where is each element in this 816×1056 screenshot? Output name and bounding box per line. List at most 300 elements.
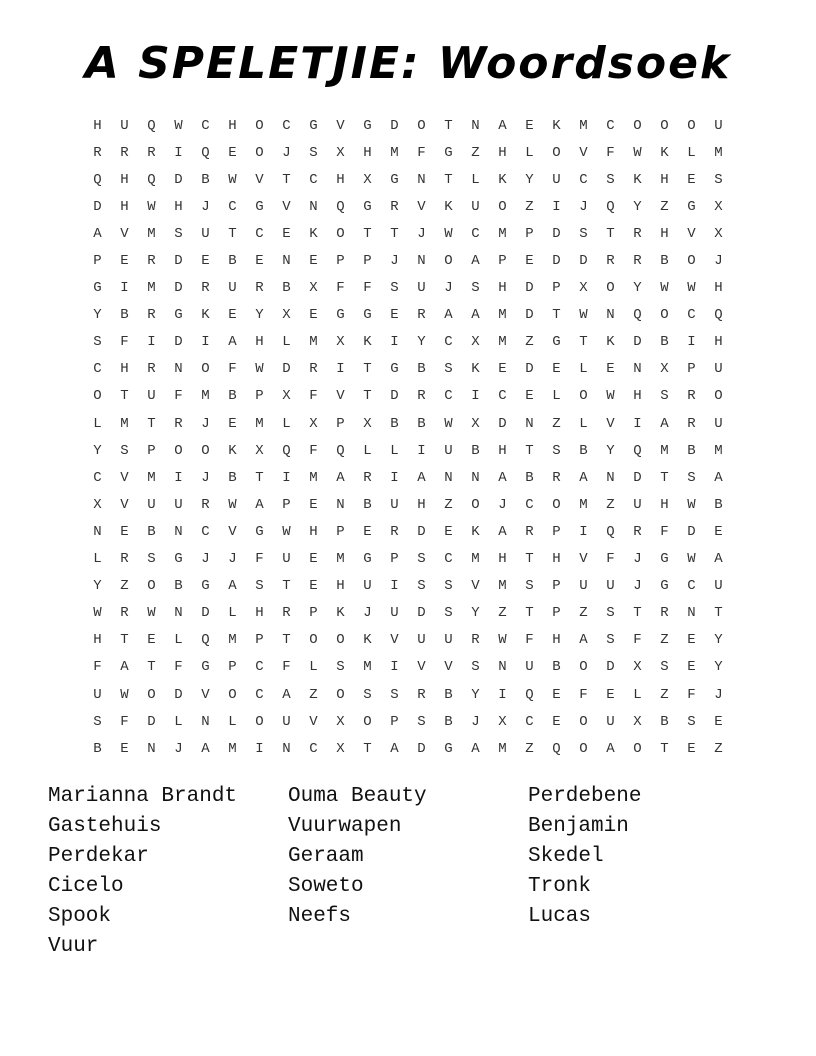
grid-letter[interactable]: M	[228, 740, 237, 757]
grid-letter[interactable]: T	[552, 307, 561, 324]
grid-letter[interactable]: P	[228, 659, 237, 676]
grid-letter[interactable]: Y	[93, 442, 102, 459]
grid-letter[interactable]: I	[390, 334, 399, 351]
grid-letter[interactable]: E	[525, 117, 534, 134]
grid-letter[interactable]: P	[363, 253, 372, 270]
grid-letter[interactable]: Y	[606, 442, 615, 459]
grid-letter[interactable]: D	[417, 740, 426, 757]
grid-letter[interactable]: U	[471, 198, 480, 215]
grid-letter[interactable]: F	[579, 686, 588, 703]
grid-letter[interactable]: N	[633, 361, 642, 378]
grid-letter[interactable]: P	[552, 578, 561, 595]
grid-letter[interactable]: K	[309, 225, 318, 242]
grid-letter[interactable]: K	[363, 632, 372, 649]
grid-letter[interactable]: A	[471, 307, 480, 324]
grid-letter[interactable]: S	[471, 280, 480, 297]
grid-letter[interactable]: F	[633, 632, 642, 649]
grid-letter[interactable]: E	[228, 144, 237, 161]
grid-letter[interactable]: F	[606, 144, 615, 161]
grid-letter[interactable]: S	[417, 551, 426, 568]
grid-letter[interactable]: I	[579, 523, 588, 540]
grid-letter[interactable]: B	[471, 442, 480, 459]
grid-letter[interactable]: M	[201, 388, 210, 405]
grid-letter[interactable]: G	[552, 334, 561, 351]
grid-letter[interactable]: R	[633, 523, 642, 540]
grid-letter[interactable]: I	[687, 334, 696, 351]
grid-letter[interactable]: E	[120, 740, 129, 757]
grid-letter[interactable]: N	[417, 171, 426, 188]
grid-letter[interactable]: T	[282, 578, 291, 595]
grid-letter[interactable]: D	[579, 253, 588, 270]
grid-letter[interactable]: B	[552, 659, 561, 676]
grid-letter[interactable]: S	[606, 605, 615, 622]
grid-letter[interactable]: P	[552, 280, 561, 297]
grid-letter[interactable]: T	[525, 605, 534, 622]
grid-letter[interactable]: U	[552, 171, 561, 188]
grid-letter[interactable]: Z	[660, 686, 669, 703]
grid-letter[interactable]: M	[498, 740, 507, 757]
grid-letter[interactable]: M	[147, 469, 156, 486]
grid-letter[interactable]: R	[525, 523, 534, 540]
grid-letter[interactable]: F	[120, 713, 129, 730]
grid-letter[interactable]: S	[525, 578, 534, 595]
grid-letter[interactable]: T	[147, 415, 156, 432]
grid-letter[interactable]: H	[498, 442, 507, 459]
grid-letter[interactable]: G	[201, 578, 210, 595]
grid-letter[interactable]: M	[498, 578, 507, 595]
grid-letter[interactable]: O	[336, 686, 345, 703]
grid-letter[interactable]: N	[336, 496, 345, 513]
grid-letter[interactable]: U	[93, 686, 102, 703]
grid-letter[interactable]: P	[255, 632, 264, 649]
grid-letter[interactable]: I	[201, 334, 210, 351]
grid-letter[interactable]: C	[255, 659, 264, 676]
grid-letter[interactable]: C	[471, 225, 480, 242]
grid-letter[interactable]: J	[714, 253, 723, 270]
grid-letter[interactable]: V	[120, 496, 129, 513]
grid-letter[interactable]: Z	[552, 415, 561, 432]
grid-letter[interactable]: E	[309, 551, 318, 568]
grid-letter[interactable]: R	[201, 280, 210, 297]
grid-letter[interactable]: H	[93, 117, 102, 134]
grid-letter[interactable]: W	[687, 551, 696, 568]
grid-letter[interactable]: L	[93, 415, 102, 432]
grid-letter[interactable]: M	[498, 307, 507, 324]
grid-letter[interactable]: D	[525, 307, 534, 324]
grid-letter[interactable]: H	[174, 198, 183, 215]
grid-letter[interactable]: T	[363, 225, 372, 242]
grid-letter[interactable]: N	[93, 523, 102, 540]
grid-letter[interactable]: D	[93, 198, 102, 215]
grid-letter[interactable]: C	[606, 117, 615, 134]
grid-letter[interactable]: L	[633, 686, 642, 703]
grid-letter[interactable]: G	[363, 198, 372, 215]
grid-letter[interactable]: E	[390, 307, 399, 324]
grid-letter[interactable]: I	[336, 361, 345, 378]
grid-letter[interactable]: P	[336, 253, 345, 270]
grid-letter[interactable]: K	[444, 198, 453, 215]
grid-letter[interactable]: S	[444, 605, 453, 622]
grid-letter[interactable]: K	[228, 442, 237, 459]
grid-letter[interactable]: G	[390, 171, 399, 188]
grid-letter[interactable]: C	[255, 225, 264, 242]
grid-letter[interactable]: T	[363, 740, 372, 757]
grid-letter[interactable]: H	[714, 334, 723, 351]
grid-letter[interactable]: V	[579, 551, 588, 568]
grid-letter[interactable]: K	[606, 334, 615, 351]
grid-letter[interactable]: E	[228, 307, 237, 324]
grid-letter[interactable]: F	[606, 551, 615, 568]
grid-letter[interactable]: H	[633, 388, 642, 405]
grid-letter[interactable]: X	[633, 659, 642, 676]
grid-letter[interactable]: C	[93, 361, 102, 378]
grid-letter[interactable]: X	[363, 171, 372, 188]
grid-letter[interactable]: O	[579, 740, 588, 757]
grid-letter[interactable]: O	[687, 117, 696, 134]
grid-letter[interactable]: E	[309, 307, 318, 324]
grid-letter[interactable]: Z	[525, 198, 534, 215]
grid-letter[interactable]: F	[336, 280, 345, 297]
grid-letter[interactable]: X	[282, 307, 291, 324]
grid-letter[interactable]: P	[336, 523, 345, 540]
grid-letter[interactable]: U	[606, 578, 615, 595]
grid-letter[interactable]: C	[201, 523, 210, 540]
grid-letter[interactable]: L	[552, 388, 561, 405]
grid-letter[interactable]: S	[93, 334, 102, 351]
grid-letter[interactable]: O	[498, 198, 507, 215]
grid-letter[interactable]: M	[363, 659, 372, 676]
grid-letter[interactable]: O	[174, 442, 183, 459]
grid-letter[interactable]: S	[93, 713, 102, 730]
grid-letter[interactable]: C	[201, 117, 210, 134]
grid-letter[interactable]: O	[201, 361, 210, 378]
grid-letter[interactable]: Y	[525, 171, 534, 188]
grid-letter[interactable]: C	[579, 171, 588, 188]
grid-letter[interactable]: S	[579, 225, 588, 242]
grid-letter[interactable]: O	[660, 117, 669, 134]
grid-letter[interactable]: J	[228, 551, 237, 568]
grid-letter[interactable]: O	[552, 496, 561, 513]
grid-letter[interactable]: U	[120, 117, 129, 134]
grid-letter[interactable]: B	[147, 523, 156, 540]
grid-letter[interactable]: U	[525, 659, 534, 676]
grid-letter[interactable]: R	[93, 144, 102, 161]
grid-letter[interactable]: W	[444, 225, 453, 242]
grid-letter[interactable]: R	[255, 280, 264, 297]
grid-letter[interactable]: P	[255, 388, 264, 405]
grid-letter[interactable]: Z	[714, 740, 723, 757]
grid-letter[interactable]: M	[498, 334, 507, 351]
grid-letter[interactable]: E	[255, 253, 264, 270]
grid-letter[interactable]: T	[255, 469, 264, 486]
grid-letter[interactable]: G	[363, 551, 372, 568]
grid-letter[interactable]: X	[336, 144, 345, 161]
grid-letter[interactable]: Y	[93, 578, 102, 595]
grid-letter[interactable]: T	[228, 225, 237, 242]
grid-letter[interactable]: X	[579, 280, 588, 297]
grid-letter[interactable]: S	[444, 578, 453, 595]
grid-letter[interactable]: S	[120, 442, 129, 459]
grid-letter[interactable]: Z	[444, 496, 453, 513]
grid-letter[interactable]: X	[363, 415, 372, 432]
grid-letter[interactable]: D	[201, 605, 210, 622]
grid-letter[interactable]: I	[255, 740, 264, 757]
grid-letter[interactable]: U	[714, 578, 723, 595]
grid-letter[interactable]: P	[336, 415, 345, 432]
grid-letter[interactable]: H	[93, 632, 102, 649]
grid-letter[interactable]: E	[228, 415, 237, 432]
grid-letter[interactable]: T	[525, 442, 534, 459]
grid-letter[interactable]: T	[633, 605, 642, 622]
grid-letter[interactable]: S	[147, 551, 156, 568]
grid-letter[interactable]: P	[498, 253, 507, 270]
grid-letter[interactable]: K	[552, 117, 561, 134]
grid-letter[interactable]: X	[498, 713, 507, 730]
grid-letter[interactable]: G	[201, 659, 210, 676]
grid-letter[interactable]: O	[579, 659, 588, 676]
grid-letter[interactable]: Y	[633, 280, 642, 297]
grid-letter[interactable]: L	[282, 334, 291, 351]
grid-letter[interactable]: Z	[525, 740, 534, 757]
grid-letter[interactable]: P	[390, 713, 399, 730]
grid-letter[interactable]: N	[282, 253, 291, 270]
grid-letter[interactable]: M	[147, 280, 156, 297]
grid-letter[interactable]: M	[336, 551, 345, 568]
grid-letter[interactable]: A	[471, 740, 480, 757]
grid-letter[interactable]: O	[363, 713, 372, 730]
grid-letter[interactable]: F	[309, 388, 318, 405]
grid-letter[interactable]: U	[417, 280, 426, 297]
grid-letter[interactable]: B	[390, 415, 399, 432]
grid-letter[interactable]: O	[444, 253, 453, 270]
grid-letter[interactable]: R	[390, 523, 399, 540]
grid-letter[interactable]: F	[417, 144, 426, 161]
grid-letter[interactable]: H	[498, 280, 507, 297]
grid-letter[interactable]: C	[282, 117, 291, 134]
grid-letter[interactable]: A	[120, 659, 129, 676]
grid-letter[interactable]: W	[255, 361, 264, 378]
grid-letter[interactable]: A	[444, 307, 453, 324]
grid-letter[interactable]: O	[147, 578, 156, 595]
grid-letter[interactable]: R	[660, 605, 669, 622]
grid-letter[interactable]: S	[309, 144, 318, 161]
grid-letter[interactable]: Y	[255, 307, 264, 324]
grid-letter[interactable]: E	[714, 713, 723, 730]
grid-letter[interactable]: H	[255, 334, 264, 351]
grid-letter[interactable]: E	[309, 578, 318, 595]
grid-letter[interactable]: N	[498, 659, 507, 676]
grid-letter[interactable]: I	[552, 198, 561, 215]
grid-letter[interactable]: D	[687, 523, 696, 540]
grid-letter[interactable]: F	[93, 659, 102, 676]
grid-letter[interactable]: X	[471, 415, 480, 432]
grid-letter[interactable]: B	[417, 361, 426, 378]
grid-letter[interactable]: S	[390, 280, 399, 297]
grid-letter[interactable]: X	[336, 740, 345, 757]
grid-letter[interactable]: U	[714, 415, 723, 432]
grid-letter[interactable]: N	[147, 740, 156, 757]
grid-letter[interactable]: K	[471, 361, 480, 378]
grid-letter[interactable]: P	[390, 551, 399, 568]
grid-letter[interactable]: B	[525, 469, 534, 486]
grid-letter[interactable]: A	[606, 740, 615, 757]
grid-letter[interactable]: C	[525, 496, 534, 513]
grid-letter[interactable]: N	[201, 713, 210, 730]
grid-letter[interactable]: F	[174, 659, 183, 676]
grid-letter[interactable]: G	[363, 117, 372, 134]
grid-letter[interactable]: W	[147, 198, 156, 215]
grid-letter[interactable]: G	[255, 523, 264, 540]
grid-letter[interactable]: X	[660, 361, 669, 378]
grid-letter[interactable]: M	[498, 225, 507, 242]
grid-letter[interactable]: F	[282, 659, 291, 676]
grid-letter[interactable]: D	[390, 117, 399, 134]
grid-letter[interactable]: Y	[633, 198, 642, 215]
grid-letter[interactable]: X	[309, 415, 318, 432]
grid-letter[interactable]: V	[687, 225, 696, 242]
grid-letter[interactable]: A	[714, 469, 723, 486]
grid-letter[interactable]: S	[714, 171, 723, 188]
grid-letter[interactable]: F	[687, 686, 696, 703]
grid-letter[interactable]: D	[174, 280, 183, 297]
grid-letter[interactable]: G	[255, 198, 264, 215]
grid-letter[interactable]: W	[174, 117, 183, 134]
grid-letter[interactable]: Y	[471, 605, 480, 622]
grid-letter[interactable]: E	[525, 388, 534, 405]
grid-letter[interactable]: L	[471, 171, 480, 188]
grid-letter[interactable]: F	[228, 361, 237, 378]
grid-letter[interactable]: H	[336, 578, 345, 595]
grid-letter[interactable]: K	[336, 605, 345, 622]
grid-letter[interactable]: S	[606, 171, 615, 188]
grid-letter[interactable]: R	[363, 469, 372, 486]
grid-letter[interactable]: N	[525, 415, 534, 432]
grid-letter[interactable]: V	[417, 659, 426, 676]
grid-letter[interactable]: D	[552, 225, 561, 242]
grid-letter[interactable]: Y	[714, 659, 723, 676]
grid-letter[interactable]: K	[201, 307, 210, 324]
grid-letter[interactable]: W	[147, 605, 156, 622]
grid-letter[interactable]: H	[120, 198, 129, 215]
grid-letter[interactable]: U	[147, 388, 156, 405]
grid-letter[interactable]: R	[417, 307, 426, 324]
grid-letter[interactable]: O	[336, 225, 345, 242]
grid-letter[interactable]: L	[579, 415, 588, 432]
grid-letter[interactable]: S	[552, 442, 561, 459]
grid-letter[interactable]: O	[255, 713, 264, 730]
grid-letter[interactable]: J	[363, 605, 372, 622]
grid-letter[interactable]: U	[633, 496, 642, 513]
grid-letter[interactable]: D	[552, 253, 561, 270]
grid-letter[interactable]: Q	[201, 144, 210, 161]
grid-letter[interactable]: T	[660, 740, 669, 757]
grid-letter[interactable]: M	[714, 442, 723, 459]
grid-letter[interactable]: I	[633, 415, 642, 432]
grid-letter[interactable]: O	[714, 388, 723, 405]
grid-letter[interactable]: T	[363, 361, 372, 378]
grid-letter[interactable]: L	[174, 713, 183, 730]
grid-letter[interactable]: Z	[660, 632, 669, 649]
grid-letter[interactable]: U	[390, 496, 399, 513]
grid-letter[interactable]: D	[633, 334, 642, 351]
grid-letter[interactable]: Z	[525, 334, 534, 351]
grid-letter[interactable]: U	[714, 117, 723, 134]
grid-letter[interactable]: B	[282, 280, 291, 297]
grid-letter[interactable]: X	[714, 225, 723, 242]
grid-letter[interactable]: C	[444, 551, 453, 568]
grid-letter[interactable]: R	[390, 198, 399, 215]
grid-letter[interactable]: Q	[93, 171, 102, 188]
grid-letter[interactable]: L	[687, 144, 696, 161]
grid-letter[interactable]: T	[606, 225, 615, 242]
grid-letter[interactable]: F	[174, 388, 183, 405]
grid-letter[interactable]: D	[174, 686, 183, 703]
grid-letter[interactable]: D	[525, 361, 534, 378]
grid-letter[interactable]: K	[660, 144, 669, 161]
grid-letter[interactable]: B	[93, 740, 102, 757]
grid-letter[interactable]: O	[336, 632, 345, 649]
grid-letter[interactable]: W	[687, 280, 696, 297]
grid-letter[interactable]: U	[390, 605, 399, 622]
grid-letter[interactable]: A	[498, 523, 507, 540]
grid-letter[interactable]: M	[228, 632, 237, 649]
grid-letter[interactable]: I	[282, 469, 291, 486]
grid-letter[interactable]: M	[309, 334, 318, 351]
grid-letter[interactable]: Q	[633, 442, 642, 459]
grid-letter[interactable]: R	[633, 225, 642, 242]
grid-letter[interactable]: W	[120, 686, 129, 703]
grid-letter[interactable]: Q	[552, 740, 561, 757]
grid-letter[interactable]: Q	[606, 523, 615, 540]
grid-letter[interactable]: C	[498, 388, 507, 405]
grid-letter[interactable]: O	[309, 632, 318, 649]
grid-letter[interactable]: F	[309, 442, 318, 459]
grid-letter[interactable]: W	[660, 280, 669, 297]
grid-letter[interactable]: G	[444, 144, 453, 161]
grid-letter[interactable]: P	[93, 253, 102, 270]
grid-letter[interactable]: C	[309, 171, 318, 188]
grid-letter[interactable]: E	[309, 496, 318, 513]
grid-letter[interactable]: Z	[579, 605, 588, 622]
grid-letter[interactable]: A	[579, 632, 588, 649]
grid-letter[interactable]: N	[417, 253, 426, 270]
grid-letter[interactable]: B	[228, 388, 237, 405]
grid-letter[interactable]: N	[282, 740, 291, 757]
grid-letter[interactable]: B	[201, 171, 210, 188]
grid-letter[interactable]: P	[282, 496, 291, 513]
grid-letter[interactable]: G	[687, 198, 696, 215]
grid-letter[interactable]: C	[309, 740, 318, 757]
grid-letter[interactable]: F	[660, 523, 669, 540]
grid-letter[interactable]: M	[579, 496, 588, 513]
grid-letter[interactable]: S	[444, 361, 453, 378]
grid-letter[interactable]: B	[417, 415, 426, 432]
grid-letter[interactable]: E	[687, 171, 696, 188]
grid-letter[interactable]: E	[552, 686, 561, 703]
grid-letter[interactable]: W	[687, 496, 696, 513]
grid-letter[interactable]: D	[633, 469, 642, 486]
grid-letter[interactable]: J	[282, 144, 291, 161]
grid-letter[interactable]: U	[147, 496, 156, 513]
grid-letter[interactable]: M	[255, 415, 264, 432]
grid-letter[interactable]: E	[552, 361, 561, 378]
grid-letter[interactable]: C	[93, 469, 102, 486]
grid-letter[interactable]: Q	[336, 442, 345, 459]
grid-letter[interactable]: S	[363, 686, 372, 703]
grid-letter[interactable]: B	[444, 686, 453, 703]
grid-letter[interactable]: D	[174, 334, 183, 351]
grid-letter[interactable]: G	[660, 551, 669, 568]
